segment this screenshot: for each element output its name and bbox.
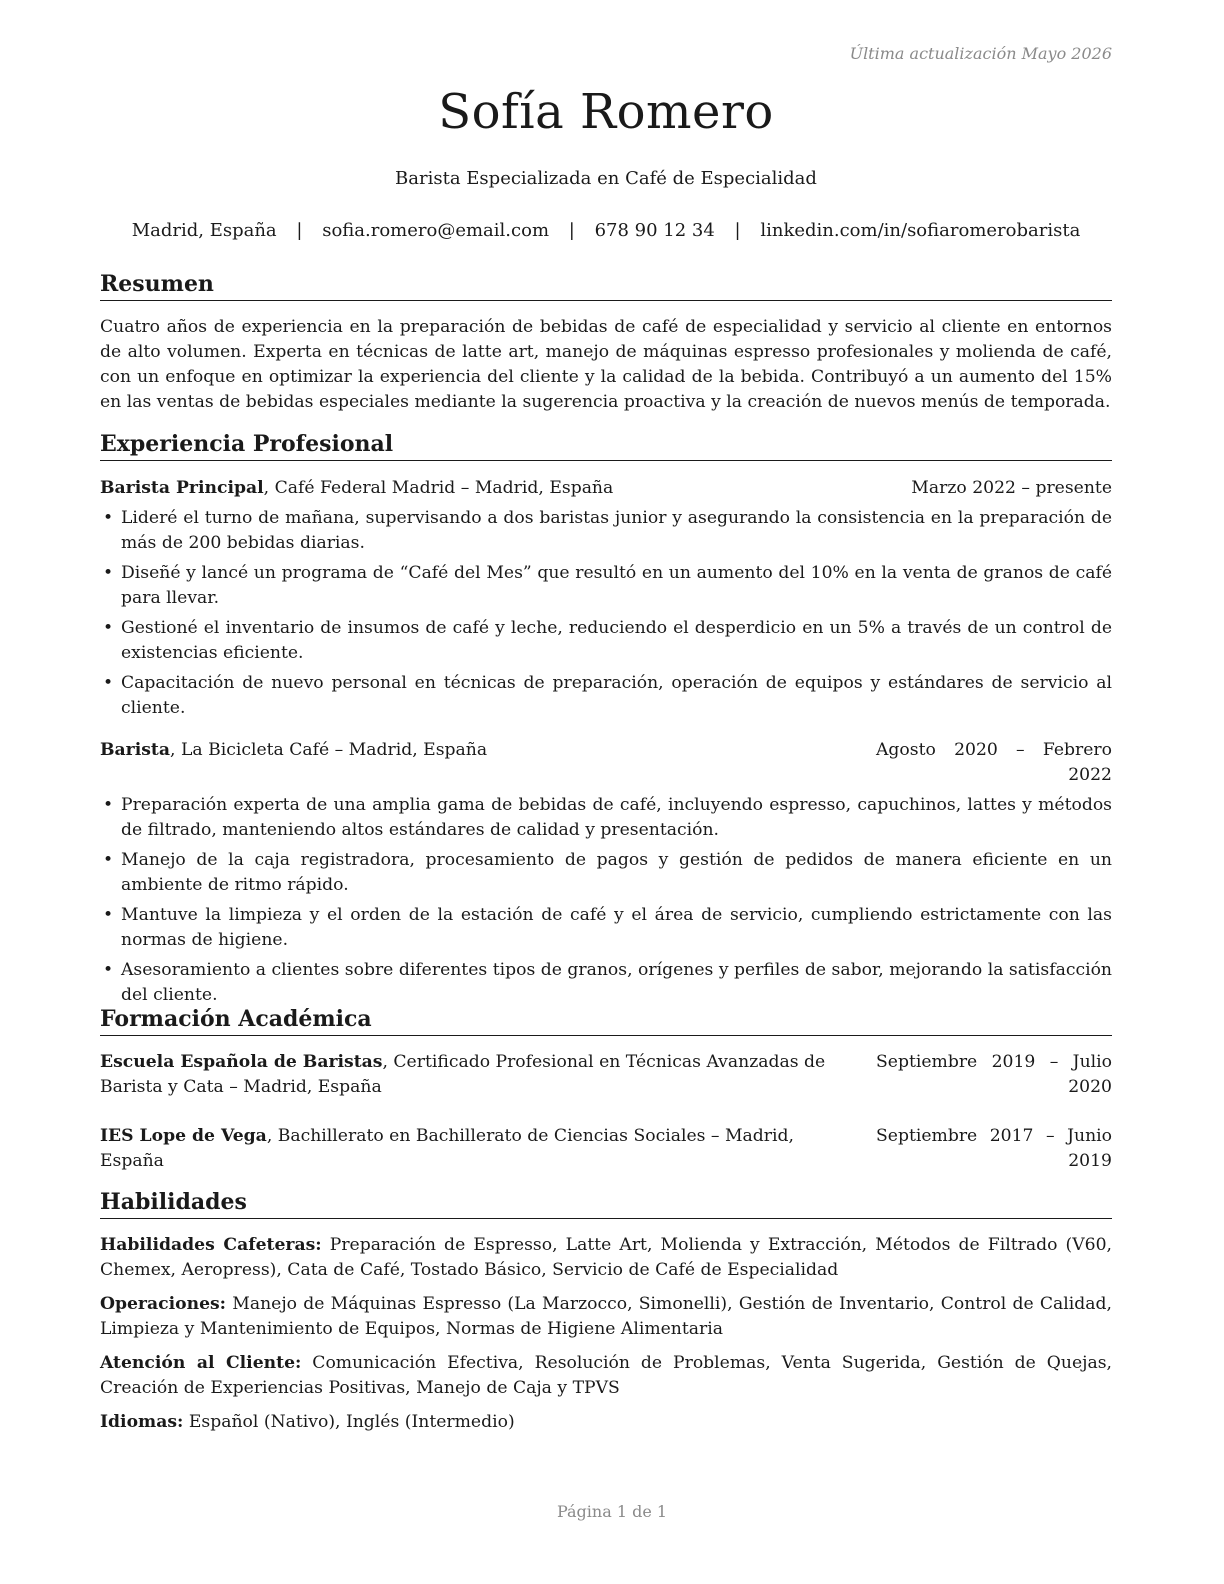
education-section	[100, 1005, 1112, 1174]
bullet-icon: •	[103, 563, 114, 583]
list-item: • Capacitación de nuevo personal en técnicas de preparación, operación de equipos y estándares de servicio al cliente.	[103, 673, 1112, 718]
skill-text: Español (Nativo), Inglés (Intermedio)	[183, 1412, 515, 1432]
education-dates: Septiembre 2019 – Julio 2020	[876, 1052, 1112, 1097]
summary-text: Cuatro años de experiencia en la preparación de bebidas de café de especialidad y servicio al cliente en entornos de alto volumen. Experta en técnicas de latte art, manejo de máquinas espresso profesionales y molienda de café, con un enfoque en optimizar la experiencia del cliente y la calidad de la bebida. Contribuyó a un aumento del 15% en las ventas de bebidas especiales mediante la sugerencia proactiva y la creación de nuevos menús de temporada.	[100, 317, 1112, 412]
skills-list	[100, 1233, 1112, 1435]
job-bullets	[100, 506, 1112, 721]
skill-row	[100, 1410, 1112, 1435]
job-company: , Café Federal Madrid – Madrid, España	[263, 478, 614, 498]
job-bullets	[100, 793, 1112, 1008]
last-updated: Última actualización Mayo 2026	[849, 44, 1112, 63]
section-title-experience: Experiencia Profesional	[100, 430, 1112, 461]
bullet-icon: •	[103, 508, 114, 528]
candidate-name: Sofía Romero	[438, 84, 774, 140]
contact-separator: |	[734, 220, 741, 241]
skill-text: Preparación de Espresso, Latte Art, Molienda y Extracción, Métodos de Filtrado (V60, Chemex, Aeropress), Cata de Café, Tostado Básico, Servicio de Café de Especialidad	[100, 1235, 1113, 1280]
list-item: • Diseñé y lancé un programa de “Café del Mes” que resultó en un aumento del 10% en la venta de granos de café para llevar.	[103, 563, 1112, 608]
contact-email[interactable]: sofia.romero@email.com	[322, 220, 550, 241]
skill-row	[100, 1233, 1112, 1283]
education-entry	[100, 1050, 1112, 1100]
bullet-icon: •	[103, 673, 114, 693]
education-program: , Bachillerato en Bachillerato de Ciencias Sociales – Madrid, España	[100, 1126, 794, 1171]
bullet-icon: •	[103, 795, 114, 815]
skill-label: Atención al Cliente:	[100, 1353, 302, 1373]
list-item: • Preparación experta de una amplia gama de bebidas de café, incluyendo espresso, capuchinos, lattes y métodos de filtrado, manteniendo altos estándares de calidad y presentación.	[103, 795, 1112, 840]
skill-row	[100, 1292, 1112, 1342]
education-dates: Septiembre 2017 – Junio 2019	[876, 1126, 1112, 1171]
contact-location: Madrid, España	[131, 220, 277, 241]
education-program: , Certificado Profesional en Técnicas Avanzadas de Barista y Cata – Madrid, España	[100, 1052, 826, 1097]
bullet-icon: •	[103, 850, 114, 870]
section-title-summary: Resumen	[100, 270, 1112, 301]
list-item: • Gestioné el inventario de insumos de café y leche, reduciendo el desperdicio en un 5% a través de un control de existencias eficiente.	[103, 618, 1112, 663]
education-school: IES Lope de Vega	[100, 1126, 267, 1146]
job-entry	[100, 738, 1112, 1008]
job-header	[100, 476, 1112, 501]
job-role: Barista Principal	[100, 478, 264, 498]
education-entry	[100, 1124, 1112, 1174]
list-item: • Asesoramiento a clientes sobre diferentes tipos de granos, orígenes y perfiles de sabor, mejorando la satisfacción del cliente.	[103, 960, 1112, 1005]
skill-label: Operaciones:	[100, 1294, 227, 1314]
job-role: Barista	[100, 740, 171, 760]
bullet-icon: •	[103, 905, 114, 925]
list-item: • Mantuve la limpieza y el orden de la estación de café y el área de servicio, cumpliendo estrictamente con las normas de higiene.	[103, 905, 1112, 950]
job-dates: Marzo 2022 – presente	[911, 478, 1112, 498]
skill-text: Manejo de Máquinas Espresso (La Marzocco, Simonelli), Gestión de Inventario, Control de Calidad, Limpieza y Mantenimiento de Equipos, Normas de Higiene Alimentaria	[100, 1294, 1112, 1339]
contact-line	[100, 220, 1112, 241]
contact-linkedin[interactable]: linkedin.com/in/sofiaromerobarista	[760, 220, 1081, 241]
list-item: • Lideré el turno de mañana, supervisando a dos baristas junior y asegurando la consistencia en la preparación de más de 200 bebidas diarias.	[103, 508, 1112, 553]
list-item: • Manejo de la caja registradora, procesamiento de pagos y gestión de pedidos de manera eficiente en un ambiente de ritmo rápido.	[103, 850, 1112, 895]
bullet-icon: •	[103, 960, 114, 980]
skill-label: Idiomas:	[100, 1412, 184, 1432]
skill-label: Habilidades Cafeteras:	[100, 1235, 322, 1255]
page-number: Página 1 de 1	[556, 1502, 668, 1521]
section-title-education: Formación Académica	[100, 1005, 1112, 1036]
job-dates: Agosto 2020 – Febrero 2022	[876, 740, 1112, 785]
job-header	[100, 738, 1112, 788]
summary-section	[100, 270, 1112, 415]
skill-row	[100, 1351, 1112, 1401]
job-entry	[100, 476, 1112, 721]
contact-phone: 678 90 12 34	[594, 220, 715, 241]
experience-section	[100, 430, 1112, 1013]
bullet-icon: •	[103, 618, 114, 638]
education-school: Escuela Española de Baristas	[100, 1052, 383, 1072]
skills-section	[100, 1188, 1112, 1444]
contact-separator: |	[568, 220, 575, 241]
job-company: , La Bicicleta Café – Madrid, España	[170, 740, 488, 760]
headline: Barista Especializada en Café de Especialidad	[395, 168, 817, 189]
contact-separator: |	[296, 220, 303, 241]
section-title-skills: Habilidades	[100, 1188, 1112, 1219]
skill-text: Comunicación Efectiva, Resolución de Problemas, Venta Sugerida, Gestión de Quejas, Creación de Experiencias Positivas, Manejo de Caja y TPVS	[100, 1353, 1112, 1398]
